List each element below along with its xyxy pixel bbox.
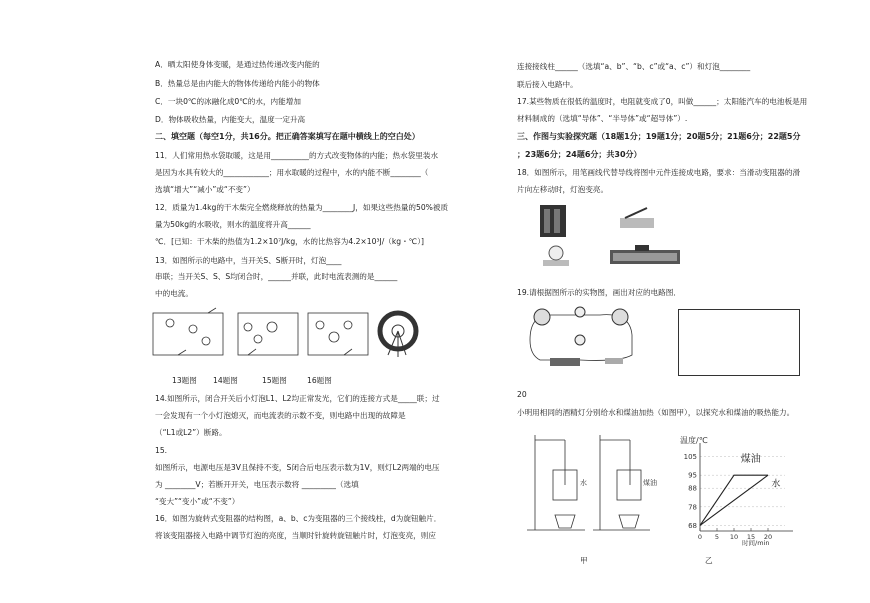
q16-continued-line: 连接接线柱______（选填“a、b”、“b、c”或“a、c”）和灯泡________: [517, 62, 751, 71]
battery-icon: [550, 358, 580, 366]
q19-answer-box: [678, 309, 800, 376]
chart-y-tick-label: 105: [683, 453, 697, 462]
chart-x-tick-label: 5: [714, 533, 720, 541]
chart-x-tick-label: 15: [746, 533, 756, 541]
q20-text: 小明用相同的酒精灯分别给水和煤油加热（如图甲），以探究水和煤油的吸热能力。: [517, 408, 795, 417]
chart-y-tick-label: 68: [688, 521, 697, 530]
rotary-rheostat-diagram: [380, 313, 416, 357]
q16-line1: 16．如图为旋转式变阻器的结构图，a、b、c为变阻器的三个接线柱，d为旋钮触片．: [155, 514, 442, 523]
q13-line1: 13．如图所示的电路中，当开关S、S断开时，灯泡____: [155, 256, 342, 265]
heating-apparatus-figure: [525, 425, 660, 545]
switch-s-icon: [605, 358, 623, 364]
q17-line2: 材料制成的（选填“导体”、“半导体”或“超导体”）.: [517, 114, 688, 123]
q14-line1: 14.如图所示，闭合开关后小灯泡L1、L2均正常发光，它们的连接方式是_____联；过: [155, 394, 440, 403]
bulb-l2-icon: [575, 335, 585, 345]
fig16-label: 16题图: [307, 376, 332, 385]
q11-line2: 是因为水具有较大的____________；用水取暖的过程中，水的内能不断________（: [155, 168, 429, 177]
circuit-14-diagram: [238, 313, 298, 355]
q12-line3: ℃．[已知：干木柴的热值为1.2×10⁷J/kg，水的比热容为4.2×10³J/（kg・℃）]: [155, 237, 424, 246]
q16-continued-line2: 联后接入电路中。: [517, 80, 578, 89]
chart-x-tick-label: 0: [697, 533, 703, 541]
option-c: C．一块0℃的冰融化成0℃的水，内能增加: [155, 97, 301, 106]
section-experiment-line2: ；23题6分；24题6分；共30分）: [517, 150, 642, 159]
chart-ylabel: 温度/℃: [680, 436, 708, 445]
option-b: B．热量总是由内能大的物体传递给内能小的物体: [155, 79, 320, 88]
q18-line2: 片向左移动时，灯泡变亮。: [517, 185, 609, 194]
circuit-figures: [148, 305, 423, 365]
switch-icon: [620, 208, 654, 228]
chart-x-tick-label: 20: [763, 533, 773, 541]
q15-line3: “变大”“变小”或“不变”）: [155, 497, 240, 506]
section-fill-blank: 二、填空题（每空1分，共16分。把正确答案填写在题中横线上的空白处）: [155, 132, 420, 141]
q13-line2: 串联；当开关S、S、S均闭合时，______并联，此时电流表测的是______: [155, 272, 398, 281]
ammeter-a2-icon: [612, 309, 628, 325]
q16-line2: 将该变阻器接入电路中调节灯泡的亮度，当顺时针旋转旋钮触片时，灯泡变亮，则应: [155, 531, 436, 540]
bulb-l1-icon: [575, 307, 585, 317]
q11-line1: 11．人们常用热水袋取暖，这是用__________的方式改变物体的内能；热水袋里装水: [155, 151, 439, 160]
q17-line1: 17.某些物质在很低的温度时，电阻就变成了0，叫做______；太阳能汽车的电池板是用: [517, 97, 808, 106]
chart-xlabel: 时间/min: [742, 539, 770, 547]
q20-number: 20: [517, 390, 527, 399]
section-experiment-line1: 三、作图与实验探究题（18题1分；19题1分；20题5分；21题6分；22题5分: [517, 132, 801, 141]
circuit-15-diagram: [308, 313, 368, 355]
option-a: A．晒太阳使身体变暖，是通过热传递改变内能的: [155, 60, 320, 69]
q14-line3: （“L1或L2”）断路。: [155, 428, 227, 437]
label-kerosene: 煤油: [643, 479, 657, 487]
ammeter-a1-icon: [534, 309, 550, 325]
circuit-13-diagram: [153, 308, 223, 355]
chart-x-tick-label: 10: [729, 533, 739, 541]
fig13-label: 13题图: [172, 376, 197, 385]
q12-line1: 12．质量为1.4kg的干木柴完全燃烧释放的热量为________J，如果这些热量的50%被质: [155, 203, 449, 212]
battery-pack-icon: [540, 205, 566, 237]
q13-line3: 中的电流。: [155, 289, 193, 298]
chart-y-tick-label: 78: [688, 503, 697, 512]
q19-text: 19.请根据图所示的实物图，画出对应的电路图．: [517, 288, 681, 297]
q19-physical-circuit: [520, 300, 650, 375]
fig-jia-label: 甲: [580, 556, 588, 565]
label-water: 水: [580, 479, 587, 487]
option-d: D．物体吸收热量，内能变大，温度一定升高: [155, 115, 306, 124]
fig-yi-label: 乙: [705, 556, 713, 565]
chart-series-label: 水: [771, 479, 781, 490]
bulb-icon: [543, 246, 569, 266]
slide-rheostat-icon: [610, 245, 680, 264]
chart-y-tick-label: 88: [688, 484, 697, 493]
fig15-label: 15题图: [262, 376, 287, 385]
temperature-chart: [670, 433, 800, 551]
q18-components: [535, 200, 695, 275]
q15-line2: 为 ________V；若断开开关，电压表示数将 _________（选填: [155, 480, 359, 489]
chart-y-tick-label: 95: [688, 471, 697, 480]
fig14-label: 14题图: [213, 376, 238, 385]
q11-line3: 选填“增大”“减小”或“不变”）: [155, 185, 255, 194]
q14-line2: 一会发现有一个小灯泡熄灭，而电流表的示数不变，则电路中出现的故障是: [155, 411, 406, 420]
chart-series-label: 煤油: [740, 454, 761, 466]
chart-series-line: [700, 475, 768, 525]
q18-line1: 18．如图所示，用笔画线代替导线将图中元件连接成电路，要求：当滑动变阻器的滑: [517, 168, 801, 177]
q12-line2: 量为50kg的水吸收，则水的温度将升高______: [155, 220, 311, 229]
q15-number: 15.: [155, 446, 168, 455]
q15-line1: 如图所示，电源电压是3V且保持不变，S闭合后电压表示数为1V，则灯L2两端的电压: [155, 463, 440, 472]
